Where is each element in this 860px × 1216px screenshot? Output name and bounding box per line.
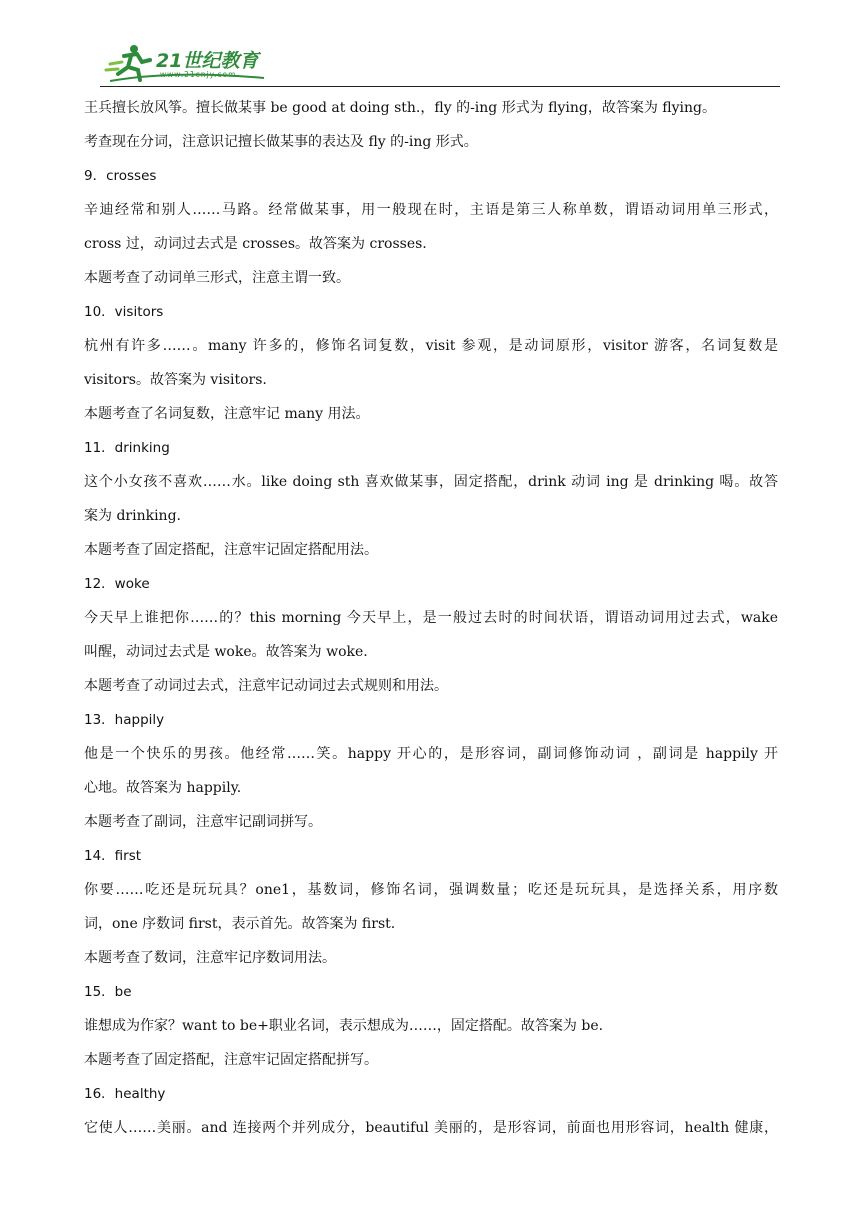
text-line: 王兵擅长放风筝。擅长做某事 be good at doing sth.，fly 的-ing 形式为 flying，故答案为 flying。 bbox=[84, 100, 717, 116]
answer-heading: 12．woke bbox=[84, 576, 150, 592]
page-header bbox=[100, 40, 780, 87]
text-line: 辛迪经常和别人……马路。经常做某事，用一般现在时，主语是第三人称单数，谓语动词用单三形式， bbox=[84, 202, 778, 218]
logo-text: 21世纪教育 bbox=[156, 50, 259, 72]
answer-heading: 14．first bbox=[84, 848, 142, 864]
text-line: 本题考查了固定搭配，注意牢记固定搭配用法。 bbox=[84, 542, 378, 558]
text-line: 你要……吃还是玩玩具？one1，基数词，修饰名词，强调数量；吃还是玩玩具，是选择关系，用序数 bbox=[84, 882, 778, 898]
text-line: 本题考查了动词过去式，注意牢记动词过去式规则和用法。 bbox=[84, 678, 448, 694]
site-logo bbox=[104, 40, 274, 84]
text-line: 案为 drinking. bbox=[84, 508, 181, 524]
text-line: 本题考查了动词单三形式，注意主谓一致。 bbox=[84, 270, 350, 286]
text-line: visitors。故答案为 visitors. bbox=[84, 372, 267, 388]
text-line: 谁想成为作家？want to be+职业名词，表示想成为……，固定搭配。故答案为 be. bbox=[84, 1018, 604, 1034]
text-line: cross 过，动词过去式是 crosses。故答案为 crosses. bbox=[84, 236, 427, 252]
text-line: 这个小女孩不喜欢……水。like doing sth 喜欢做某事，固定搭配，drink 动词 ing 是 drinking 喝。故答 bbox=[84, 474, 778, 490]
answer-heading: 9．crosses bbox=[84, 168, 157, 184]
logo-url: www.21cnjy.com bbox=[160, 70, 237, 79]
answer-heading: 15．be bbox=[84, 984, 132, 1000]
answer-heading: 16．healthy bbox=[84, 1086, 166, 1102]
document-body bbox=[84, 91, 778, 1145]
text-line: 叫醒，动词过去式是 woke。故答案为 woke. bbox=[84, 644, 368, 660]
text-line: 他是一个快乐的男孩。他经常……笑。happy 开心的，是形容词，副词修饰动词 ，副词是 happily 开 bbox=[84, 746, 778, 762]
text-line: 考查现在分词，注意识记擅长做某事的表达及 fly 的-ing 形式。 bbox=[84, 134, 478, 150]
text-line: 今天早上谁把你……的？this morning 今天早上，是一般过去时的时间状语，谓语动词用过去式，wake bbox=[84, 610, 778, 626]
text-line: 心地。故答案为 happily. bbox=[84, 780, 242, 796]
answer-heading: 13．happily bbox=[84, 712, 165, 728]
text-line: 本题考查了名词复数，注意牢记 many 用法。 bbox=[84, 406, 370, 422]
text-line: 本题考查了固定搭配，注意牢记固定搭配拼写。 bbox=[84, 1052, 378, 1068]
runner-logo-icon bbox=[104, 40, 274, 84]
text-line: 杭州有许多……。many 许多的，修饰名词复数，visit 参观，是动词原形，visitor 游客，名词复数是 bbox=[84, 338, 778, 354]
text-line: 它使人……美丽。and 连接两个并列成分，beautiful 美丽的，是形容词，前面也用形容词，health 健康， bbox=[84, 1120, 778, 1136]
text-line: 本题考查了副词，注意牢记副词拼写。 bbox=[84, 814, 322, 830]
answer-heading: 11．drinking bbox=[84, 440, 170, 456]
text-line: 本题考查了数词，注意牢记序数词用法。 bbox=[84, 950, 336, 966]
answer-heading: 10．visitors bbox=[84, 304, 164, 320]
text-line: 词，one 序数词 first，表示首先。故答案为 first. bbox=[84, 916, 396, 932]
